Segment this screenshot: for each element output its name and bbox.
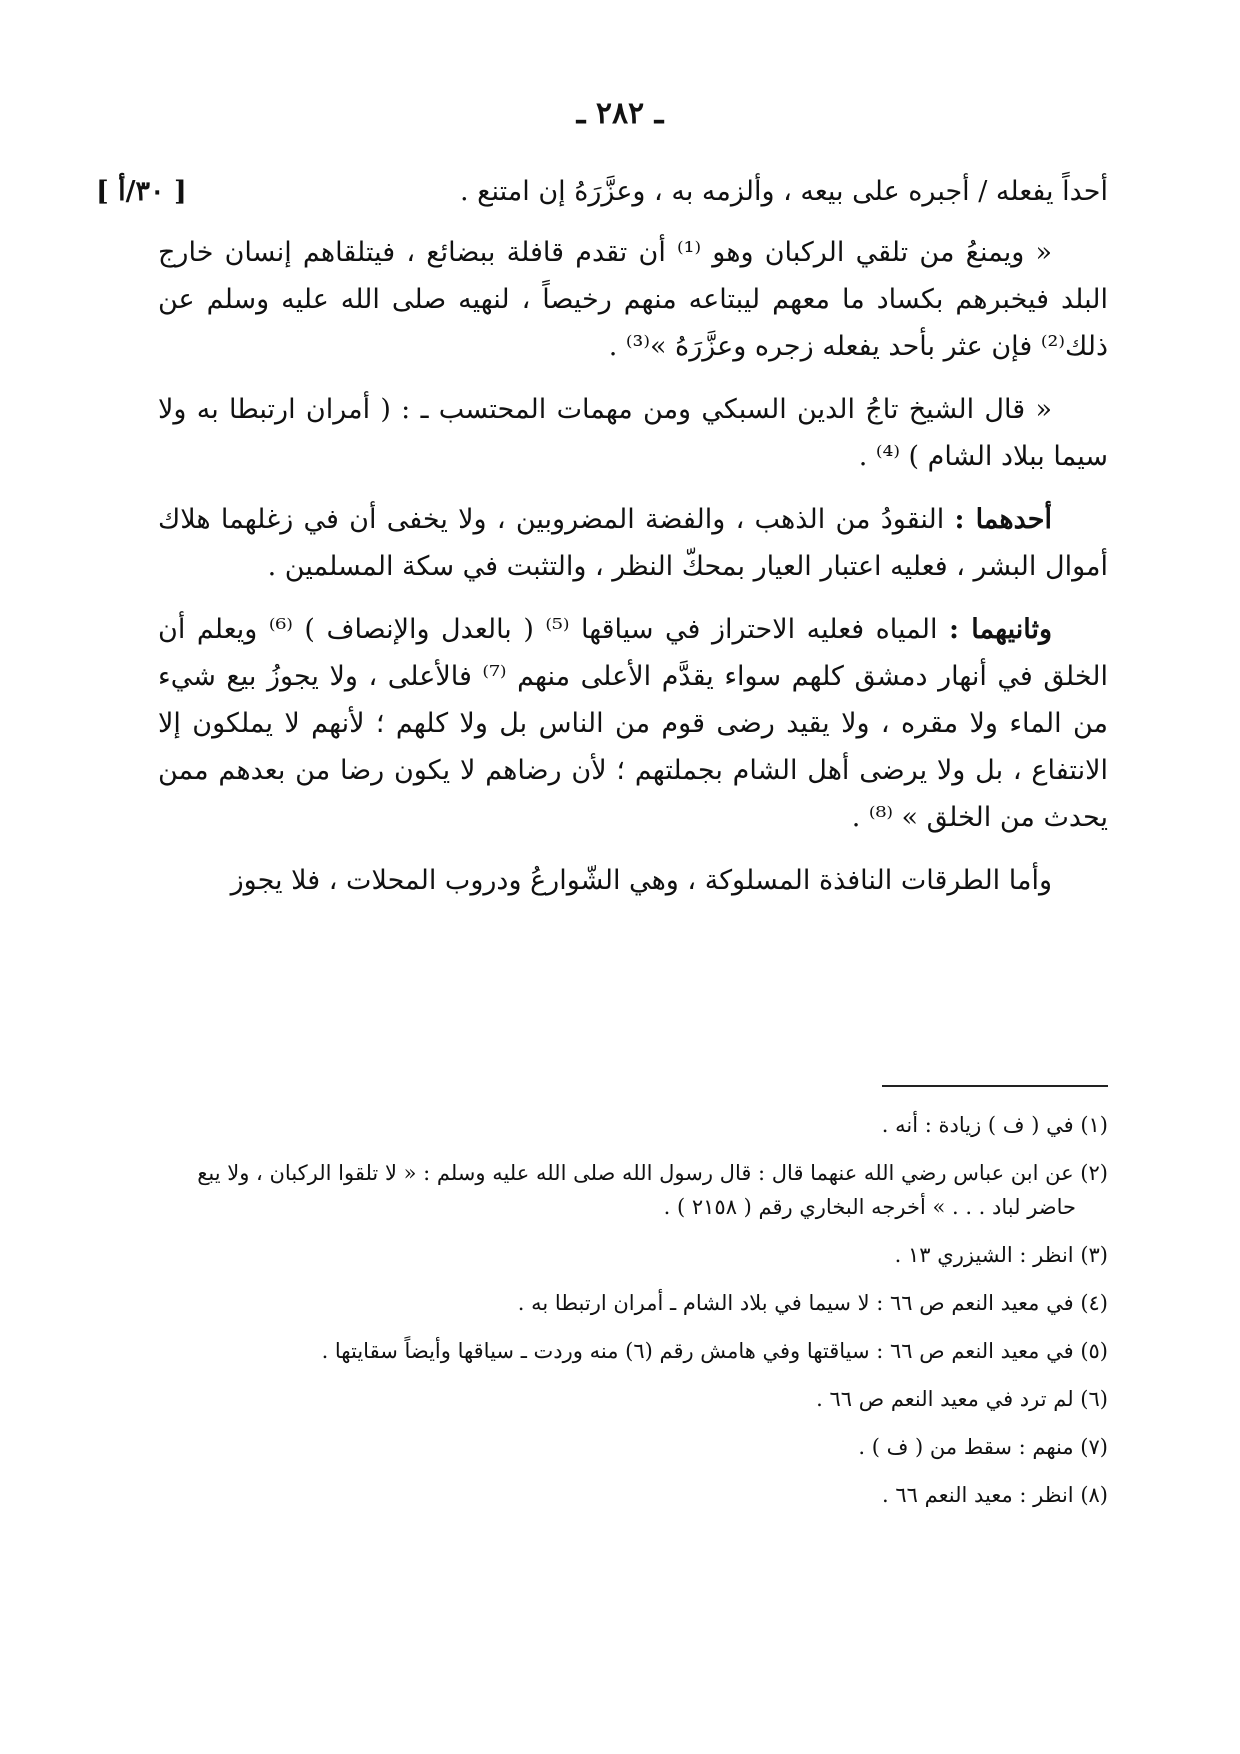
paragraph-5 — [158, 606, 1108, 841]
footnote-4: (٤) في معيد النعم ص ٦٦ : لا سيما في بلاد الشام ـ أمران ارتبطا به . — [517, 1291, 1108, 1315]
paragraph-5-text: المياه فعليه الاحتراز في سياقها ⁽⁵⁾ ( بالعدل والإنصاف ) ⁽⁶⁾ ويعلم أن الخلق في أنهار دمشق كلهم سواء يقدَّم الأعلى منهم ⁽⁷⁾ فالأعلى ، ولا يجوزُ بيع شيء من الماء ولا مقره ، ولا يقيد رضى قوم من الناس بل ولا كلهم ؛ لأنهم لا يملكون إلا الانتفاع ، بل ولا يرضى أهل الشام بجملتهم ؛ لأن رضاهم لا يكون رضا من بعدهم ممن يحدث من الخلق » ⁽⁸⁾ . — [158, 614, 1108, 833]
paragraph-5-lead: وثانيهما : — [949, 614, 1053, 645]
footnotes — [148, 1108, 1108, 1526]
page-number: ـ ٢٨٢ ـ — [576, 96, 664, 131]
main-text — [158, 168, 1108, 920]
footnote-2: (٢) عن ابن عباس رضي الله عنهما قال : قال رسول الله صلى الله عليه وسلم : « لا تلقوا الركبان ، ولا يبع حاضر لباد . . . » أخرجه البخاري رقم ( ٢١٥٨ ) . — [197, 1161, 1108, 1219]
footnote-5: (٥) في معيد النعم ص ٦٦ : سياقتها وفي هامش رقم (٦) منه وردت ـ سياقها وأيضاً سقايتها . — [321, 1339, 1108, 1363]
footnote-1: (١) في ( ف ) زيادة : أنه . — [881, 1113, 1108, 1137]
paragraph-4 — [158, 496, 1108, 590]
footnote-divider — [882, 1085, 1108, 1087]
manuscript-folio-marker: [ ٣٠/أ ] — [96, 176, 187, 207]
paragraph-4-lead: أحدهما : — [954, 504, 1053, 535]
paragraph-2: « ويمنعُ من تلقي الركبان وهو ⁽¹⁾ أن تقدم قافلة ببضائع ، فيتلقاهم إنسان خارج البلد فيخبرهم بكساد ما معهم ليبتاعه منهم رخيصاً ، لنهيه صلى الله عليه وسلم عن ذلك⁽²⁾ فإن عثر بأحد يفعله زجره وعزَّرَهُ »⁽³⁾ . — [158, 237, 1108, 362]
footnote-8: (٨) انظر : معيد النعم ٦٦ . — [882, 1483, 1108, 1507]
paragraph-6: وأما الطرقات النافذة المسلوكة ، وهي الشّوارعُ ودروب المحلات ، فلا يجوز — [230, 865, 1052, 896]
paragraph-3: « قال الشيخ تاجُ الدين السبكي ومن مهمات المحتسب ـ : ( أمران ارتبطا به ولا سيما ببلاد الشام ) ⁽⁴⁾ . — [158, 394, 1108, 472]
paragraph-1: أحداً يفعله / أجبره على بيعه ، وألزمه به ، وعزَّرَهُ إن امتنع . — [459, 176, 1108, 207]
footnote-6: (٦) لم ترد في معيد النعم ص ٦٦ . — [816, 1387, 1108, 1411]
footnote-3: (٣) انظر : الشيزري ١٣ . — [894, 1243, 1108, 1267]
paragraph-4-text: النقودُ من الذهب ، والفضة المضروبين ، ولا يخفى أن في زغلهما هلاك أموال البشر ، فعليه اعتبار العيار بمحكّ النظر ، والتثبت في سكة المسلمين . — [158, 504, 1108, 582]
footnote-7: (٧) منهم : سقط من ( ف ) . — [858, 1435, 1108, 1459]
